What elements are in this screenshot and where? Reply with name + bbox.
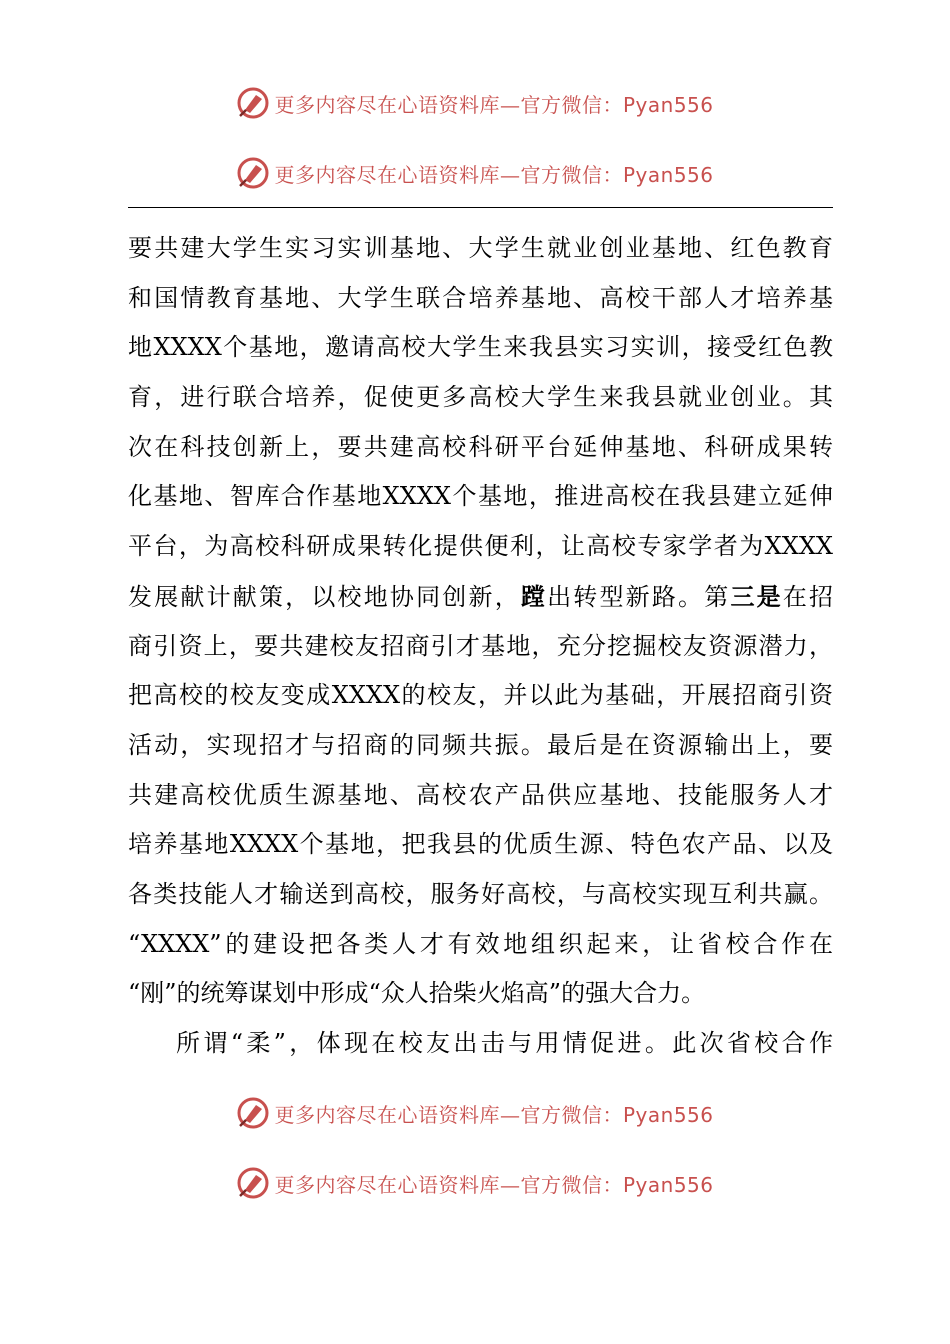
text-line-paragraph-start: 所谓“柔”，体现在校友出击与用情促进。此次省校合作 (176, 1029, 833, 1057)
text-line: 培养基地XXXX个基地，把我县的优质生源、特色农产品、以及 (128, 830, 833, 859)
text-line: 平台，为高校科研成果转化提供便利，让高校专家学者为XXXX (128, 532, 833, 561)
text-line: 各类技能人才输送到高校，服务好高校，与高校实现互利共赢。 (128, 879, 833, 908)
text-line: “刚”的统筹谋划中形成“众人拾柴火焰高”的强大合力。 (128, 979, 706, 1008)
text-line: 次在科技创新上，要共建高校科研平台延伸基地、科研成果转 (128, 432, 833, 461)
text-line-with-bold: 发展献计献策，以校地协同创新，蹚出转型新路。第三是在招 (128, 581, 834, 611)
wechat-id: Pyan556 (622, 1172, 714, 1197)
wechat-id: Pyan556 (622, 162, 714, 187)
pen-nib-logo-icon (236, 1096, 270, 1130)
pen-nib-logo-icon (236, 1166, 270, 1200)
text-line: 商引资上，要共建校友招商引才基地，充分挖掘校友资源潜力， (128, 631, 833, 660)
watermark-text: 更多内容尽在心语资料库—官方微信：Pyan556 (274, 1172, 714, 1197)
watermark-banner-bottom-2 (0, 1163, 950, 1203)
watermark-banner-top-1 (0, 83, 950, 123)
watermark-text: 更多内容尽在心语资料库—官方微信：Pyan556 (274, 162, 714, 187)
watermark-banner-top-2 (0, 153, 950, 193)
text-line: “XXXX”的建设把各类人才有效地组织起来，让省校合作在 (128, 929, 833, 958)
header-divider (128, 207, 833, 208)
pen-nib-logo-icon (236, 86, 270, 120)
text-line: 化基地、智库合作基地XXXX个基地，推进高校在我县建立延伸 (128, 482, 833, 511)
wechat-id: Pyan556 (622, 92, 714, 117)
text-line: 把高校的校友变成XXXX的校友，并以此为基础，开展招商引资 (128, 681, 833, 710)
text-line: 和国情教育基地、大学生联合培养基地、高校干部人才培养基 (128, 283, 833, 312)
pen-nib-logo-icon (236, 156, 270, 190)
watermark-banner-bottom-1 (0, 1093, 950, 1133)
watermark-text: 更多内容尽在心语资料库—官方微信：Pyan556 (274, 92, 714, 117)
text-line: 共建高校优质生源基地、高校农产品供应基地、技能服务人才 (128, 780, 833, 809)
text-line: 育，进行联合培养，促使更多高校大学生来我县就业创业。其 (128, 383, 833, 412)
wechat-id: Pyan556 (622, 1102, 714, 1127)
text-line: 活动，实现招才与招商的同频共振。最后是在资源输出上，要 (128, 730, 833, 759)
watermark-text: 更多内容尽在心语资料库—官方微信：Pyan556 (274, 1102, 714, 1127)
document-body (128, 224, 833, 1069)
text-line: 地XXXX个基地，邀请高校大学生来我县实习实训，接受红色教 (128, 333, 833, 362)
text-line: 要共建大学生实习实训基地、大学生就业创业基地、红色教育 (128, 234, 833, 262)
